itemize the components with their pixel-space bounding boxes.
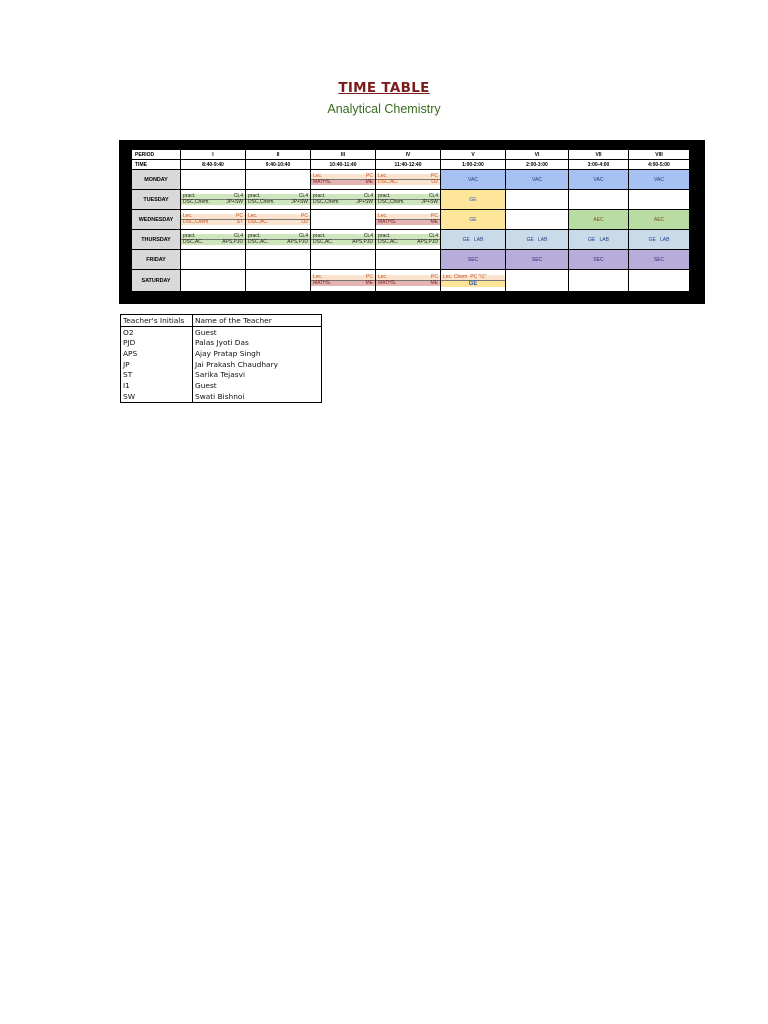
empty-slot [181, 170, 246, 190]
day-row-tuesday [132, 190, 690, 210]
teacher-initials: PJD [121, 337, 193, 348]
teacher-initials: SW [121, 391, 193, 402]
period-header: IV [376, 150, 441, 160]
teacher-name: Palas Jyoti Das [195, 338, 249, 348]
table-row [121, 369, 322, 380]
timetable [131, 149, 690, 292]
ge-slot: GE [441, 210, 506, 230]
time-header: 9:40-10:40 [246, 160, 311, 170]
empty-slot [246, 170, 311, 190]
day-label: MONDAY [132, 170, 181, 190]
class-slot: Lec. PC MATHS. ME [376, 270, 441, 292]
day-label: THURSDAY [132, 230, 181, 250]
page-title: TIME TABLE [338, 80, 430, 96]
class-slot: Lec. PC MATHS. ME [311, 270, 376, 292]
page-subtitle: Analytical Chemistry [327, 102, 441, 116]
day-label: FRIDAY [132, 250, 181, 270]
class-slot: pract. CL4 DSC,AC. APS,PJD [181, 230, 246, 250]
vac-slot: VAC [629, 170, 690, 190]
ge-slot: GE [441, 190, 506, 210]
class-slot: pract. CL4 DSC,AC. APS,PJD [246, 230, 311, 250]
teacher-initials: I1 [121, 380, 193, 391]
class-slot: Lec. PC DSC,AC. O2 [246, 210, 311, 230]
period-header: I [181, 150, 246, 160]
time-row [132, 160, 690, 170]
sec-slot: SEC [441, 250, 506, 270]
table-row [121, 326, 322, 337]
day-row-friday [132, 250, 690, 270]
class-slot: Lec. PC DSC,Chem ST [181, 210, 246, 230]
period-header: VIII [629, 150, 690, 160]
period-header: II [246, 150, 311, 160]
class-slot: pract. CL4 DSC,Chem. JP+SW [376, 190, 441, 210]
name-header: Name of the Teacher [193, 315, 322, 327]
class-slot: pract. CL4 DSC,Chem. JP+SW [246, 190, 311, 210]
period-header: V [441, 150, 506, 160]
empty-slot [569, 270, 629, 292]
empty-slot [181, 250, 246, 270]
teacher-name: Ajay Pratap Singh [195, 348, 261, 358]
ge-lab-slot: GE LAB [629, 230, 690, 250]
empty-slot [506, 190, 569, 210]
empty-slot [629, 190, 690, 210]
empty-slot [246, 250, 311, 270]
teacher-initials: JP [121, 359, 193, 370]
teacher-initials: APS [121, 348, 193, 359]
day-label: TUESDAY [132, 190, 181, 210]
sec-slot: SEC [506, 250, 569, 270]
class-slot: pract. CL4 DSC,Chem. JP+SW [311, 190, 376, 210]
day-row-wednesday [132, 210, 690, 230]
day-label: SATURDAY [132, 270, 181, 292]
empty-slot [506, 210, 569, 230]
table-row [121, 359, 322, 370]
time-header: 8:40-9:40 [181, 160, 246, 170]
teacher-name: Sarika Tejasvi [195, 370, 246, 380]
empty-slot [311, 250, 376, 270]
vac-slot: VAC [506, 170, 569, 190]
class-slot: Lec. PC DSC,AC. O2 [376, 170, 441, 190]
period-header: VII [569, 150, 629, 160]
time-header: 4:00-5:00 [629, 160, 690, 170]
time-header: 3:00-4:00 [569, 160, 629, 170]
class-slot: pract. CL4 DSC,AC. APS,PJD [376, 230, 441, 250]
ge-lab-slot: GE LAB [506, 230, 569, 250]
teacher-name: Guest [195, 327, 217, 337]
empty-slot [569, 190, 629, 210]
empty-slot [376, 250, 441, 270]
table-row [121, 348, 322, 359]
class-slot: pract. CL4 DSC,AC. APS,PJD [311, 230, 376, 250]
teacher-name: Jai Prakash Chaudhary [195, 359, 278, 369]
day-row-monday [132, 170, 690, 190]
class-slot: Lec. PC MATHS. ME [376, 210, 441, 230]
period-header: III [311, 150, 376, 160]
time-label: TIME [132, 160, 181, 170]
teacher-legend [120, 314, 322, 403]
teacher-name: Swati Bishnoi [195, 391, 245, 401]
table-row [121, 337, 322, 348]
table-row [121, 391, 322, 402]
ge-lab-slot: GE LAB [441, 230, 506, 250]
ge-lab-slot: GE LAB [569, 230, 629, 250]
empty-slot [246, 270, 311, 292]
period-header: VI [506, 150, 569, 160]
sec-slot: SEC [569, 250, 629, 270]
time-header: 2:00-3:00 [506, 160, 569, 170]
class-slot: pract. CL4 DSC,Chem. JP+SW [181, 190, 246, 210]
time-header: 10:40-11:40 [311, 160, 376, 170]
aec-slot: AEC [629, 210, 690, 230]
day-row-thursday [132, 230, 690, 250]
day-row-saturday [132, 270, 690, 292]
empty-slot [629, 270, 690, 292]
time-header: 1:00-2:00 [441, 160, 506, 170]
vac-slot: VAC [569, 170, 629, 190]
aec-slot: AEC [569, 210, 629, 230]
period-label: PERIOD [132, 150, 181, 160]
sec-slot: SEC [629, 250, 690, 270]
day-label: WEDNESDAY [132, 210, 181, 230]
empty-slot [181, 270, 246, 292]
teacher-name: Guest [195, 380, 217, 390]
teacher-initials: ST [121, 369, 193, 380]
initials-header: Teacher's Initials [121, 315, 193, 327]
empty-slot [311, 210, 376, 230]
table-row [121, 380, 322, 391]
time-header: 11:40-12:40 [376, 160, 441, 170]
vac-slot: VAC [441, 170, 506, 190]
empty-slot [506, 270, 569, 292]
class-slot: Lec. PC MATHS. ME [311, 170, 376, 190]
class-slot: Lec. Chem PC "I1" GE [441, 270, 506, 292]
teacher-initials: O2 [121, 326, 193, 337]
period-row [132, 150, 690, 160]
teacher-legend-header [121, 315, 322, 327]
